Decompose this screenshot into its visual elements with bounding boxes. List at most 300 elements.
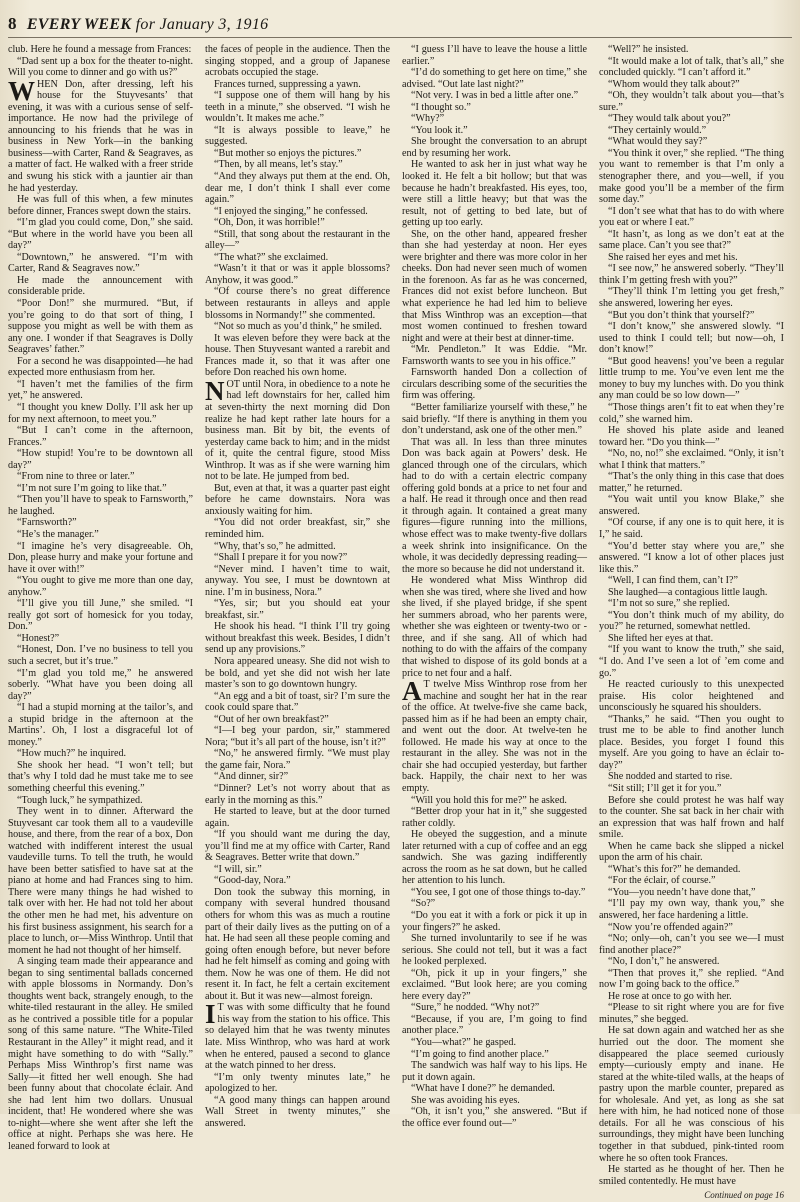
paragraph-text: “I’m going to find another place.” [411,1048,549,1060]
paragraph [599,494,784,517]
paragraph [599,263,784,286]
paragraph [402,113,587,125]
paragraph-text: “I’ll pay my own way, thank you,” she answered, her face hardening a little. [599,898,784,922]
paragraph-text: “I see now,” he answered soberly. “They’ll think I’m getting fresh with you?” [599,263,784,286]
paragraph [205,159,390,171]
column-2 [205,44,390,1129]
issue-date: for January 3, 1916 [135,16,269,33]
drop-cap: N [205,375,225,406]
paragraph [8,252,193,275]
paragraph-text: “I guess I’ll have to leave the house a little earlier.” [402,44,587,67]
paragraph-text: “I thought so.” [411,101,471,113]
paragraph [599,206,784,229]
paragraph-text: “Well, I can find them, can’t I?” [608,575,738,587]
paragraph [599,425,784,448]
paragraph [205,999,390,1072]
paragraph-text: “Thanks,” he said. “Then you ought to trust me to be able to find another lunch place. Besides, you forget I found this myself. Are you going to have an éclair to-day?” [599,713,784,771]
paragraph-text: “Farnsworth?” [17,517,77,529]
paragraph-text: “Better drop your hat in it,” she suggested rather coldly. [402,806,587,829]
paragraph-text: “I will, sir.” [214,863,262,875]
paragraph [205,217,390,229]
paragraph-text: She shook her head. “I won’t tell; but that’s why I told dad he must take me to see something cheerful this evening.” [8,759,193,794]
paragraph [205,621,390,656]
paragraph-text: Frances turned, suppressing a yawn. [214,78,361,90]
paragraph [8,194,193,217]
paragraph [402,102,587,114]
paragraph [8,598,193,633]
paragraph-text: “But mother so enjoys the pictures.” [214,147,362,159]
paragraph-text: She brought the conversation to an abrupt end by resuming her work. [402,136,587,159]
drop-cap: I [205,999,216,1030]
paragraph-text: “And they always put them at the end. Oh, dear me, I don’t think I shall ever come again.” [205,171,390,206]
paragraph-text: “You think it over,” she replied. “The thing you want to remember is that I’m only a stenographer there, and you—well, if you make good you’ll be a member of the firm some day.” [599,147,784,206]
paragraph-text: “Downtown,” he answered. “I’m with Carter, Rand & Seagraves now.” [8,251,193,275]
paragraph [8,806,193,956]
paragraph-text: “Please to sit right where you are for five minutes,” she begged. [599,1002,784,1025]
paragraph [402,910,587,933]
paragraph [599,933,784,956]
paragraph-text: “You’d better stay where you are,” she answered. “I know a lot of other places just like this.” [599,540,784,575]
paragraph-text: “Honest?” [17,632,60,644]
paragraph [205,1072,390,1095]
paragraph [8,75,193,194]
paragraph-text: “You—you needn’t have done that,” [608,886,756,898]
paragraph-text: “Of course there’s no great difference between restaurants in alleys and apple blossoms in Normandy!” she commented. [205,286,390,321]
paragraph-text: “But good heavens! you’ve been a regular little trump to me. You’ve even lent me the money to buy my lunches with. Do you think any man could be so low down—” [599,355,784,402]
paragraph-text: She nodded and started to rise. [608,771,733,783]
paragraph [599,575,784,587]
paragraph [205,564,390,599]
paragraph [8,795,193,807]
paragraph [205,333,390,379]
paragraph-text: “Well?” he insisted. [608,44,689,55]
paragraph-text: He wondered what Miss Winthrop did when she was tired, where she lived and how she lived, if she played bridge, if she spent her summers abroad, who her parents were, whether she was eighteen or twenty-two or -three, and if she sang. All of which had nothing to do with the affairs of the company that wished to dispose of its gold bonds at a price to net four and a half. [402,575,587,679]
paragraph [8,644,193,667]
paragraph-text: “Honest, Don. I’ve no business to tell you such a secret, but it’s true.” [8,644,193,667]
paragraph-text: “Then, by all means, let’s stay.” [214,159,343,171]
paragraph [205,725,390,748]
paragraph [8,748,193,760]
paragraph-text: “I’m not so sure,” she replied. [608,598,730,610]
paragraph-text: “What would they say?” [608,136,708,148]
paragraph [205,483,390,518]
paragraph [8,402,193,425]
paragraph [599,79,784,91]
paragraph-text: “It is always possible to leave,” he suggested. [205,124,390,148]
paragraph [599,783,784,795]
paragraph [599,471,784,494]
paragraph [205,887,390,1002]
paragraph [402,229,587,344]
paragraph [599,310,784,322]
paragraph [599,517,784,540]
paragraph [8,575,193,598]
paragraph-text: “Wasn’t it that or was it apple blossoms? Anyhow, it was good.” [205,263,390,286]
paragraph-text: He reacted curiously to this unexpected praise. His color heightened and unconsciously he squared his shoulders. [599,679,784,714]
paragraph [205,783,390,806]
paragraph [599,321,784,356]
paragraph [599,402,784,425]
paragraph-text: “Sure,” he nodded. “Why not?” [411,1002,540,1014]
paragraph-text: “But you don’t think that yourself?” [608,309,755,321]
paragraph [599,90,784,113]
paragraph-text: “I’m glad you could come, Don,” she said. “But where in the world have you been all day?” [8,217,193,252]
page-number: 8 [8,14,17,33]
paragraph-text: the faces of people in the audience. Then the singing stopped, and a group of Japanese acrobats occupied the stage. [205,44,390,79]
paragraph-text: He shoved his plate aside and leaned toward her. “Do you think—” [599,425,784,448]
paragraph-text: “Yes, sir; but you should eat your breakfast, sir.” [205,598,390,621]
paragraph-text: “Then that proves it,” she replied. “And now I’m going back to the office.” [599,967,784,991]
paragraph-text: “No, no, no!” she exclaimed. “Only, it isn’t what I think that matters.” [599,448,784,471]
paragraph-text: He was full of this when, a few minutes before dinner, Frances swept down the stairs. [8,194,193,217]
paragraph-text: “You did not order breakfast, sir,” she reminded him. [205,517,390,540]
paragraph [402,437,587,576]
paragraph-text: “Good-day, Nora.” [214,875,291,887]
paragraph-text: “Whom would they talk about?” [608,78,740,90]
paragraph-text: “You wait until you know Blake,” she answered. [599,494,784,517]
paragraph [205,229,390,252]
paragraph [8,633,193,645]
paragraph [599,598,784,610]
paragraph-text: “No,” he answered firmly. “We must play the game fair, Nora.” [205,748,390,771]
paragraph [599,136,784,148]
paragraph-text: Farnsworth handed Don a collection of circulars describing some of the securities the firm was offering. [402,367,587,402]
paragraph [599,541,784,576]
paragraph [402,829,587,887]
paragraph-text: “And dinner, sir?” [214,771,289,783]
paragraph-text: “That’s the only thing in this case that does matter,” he returned. [599,471,784,494]
paragraph [599,125,784,137]
paragraph [205,748,390,771]
paragraph [402,402,587,437]
paragraph [8,275,193,298]
paragraph [599,864,784,876]
paragraph [599,679,784,714]
paragraph-text: “You—what?” he gasped. [411,1037,516,1049]
paragraph-text: “I’m only twenty minutes late,” he apologized to her. [205,1071,390,1095]
paragraph-text: The sandwich was half way to his lips. He put it down again. [402,1060,587,1083]
paragraph-text: “I suppose one of them will hang by his teeth in a minute,” she observed. “I wish he wouldn’t. It makes me ache.” [205,90,390,125]
paragraph [8,541,193,576]
paragraph-text: He made the announcement with considerable pride. [8,274,193,298]
paragraph-text: “Because, if you are, I’m going to find another place.” [402,1013,587,1037]
paragraph-text: “For the éclair, of course.” [608,875,716,887]
paragraph [205,771,390,783]
paragraph-text: “They certainly would.” [608,124,707,136]
paragraph [205,252,390,264]
paragraph [205,875,390,887]
paragraph-text: “I thought you knew Dolly. I’ll ask her up for my next afternoon, to meet you.” [8,401,193,425]
paragraph [205,656,390,691]
paragraph-text: “Oh, Don, it was horrible!” [214,217,325,229]
paragraph-text: OT until Nora, in obedience to a note he had left downstairs for her, called him at seven-thirty the next morning did Don realize he had kept rather late hours for a business man. Bit by bit, the events of yesterday came back to him; and in the midst of it, quite the central figure, stood Miss Winthrop. It was as if she were warning him not to be late. He jumped from bed. [205,378,390,483]
paragraph-text: “You look it.” [411,124,468,136]
paragraph [402,795,587,807]
paragraph [8,56,193,79]
paragraph-text: “I don’t know,” she answered slowly. “I used to think I could tell; but now—oh, I don’t know!” [599,321,784,356]
paragraph-text: When he came back she slipped a nickel upon the arm of his chair. [599,840,784,864]
paragraph-text: “I—I beg your pardon, sir,” stammered Nora; “but it’s all part of the house, isn’t it?” [205,725,390,748]
paragraph [8,448,193,471]
paragraph-text: “Do you eat it with a fork or pick it up in your fingers?” he asked. [402,910,587,933]
paragraph-text: He started to leave, but at the door turned again. [205,806,390,829]
paragraph-text: “You don’t think much of my ability, do you?” he returned, somewhat nettled. [599,609,784,633]
paragraph-text: “Why, that’s so,” he admitted. [214,540,336,552]
paragraph [599,898,784,921]
paragraph-text: “Oh, pick it up in your fingers,” she exclaimed. “But look here; are you coming here every day?” [402,967,587,1002]
paragraph [205,1095,390,1130]
paragraph [402,968,587,1003]
paragraph [599,991,784,1003]
paragraph-text: “Still, that song about the restaurant in the alley—” [205,228,390,252]
paragraph [205,148,390,160]
paragraph-text: T was with some difficulty that he found his way from the station to his office. This so delayed him that he was twenty minutes late. Miss Winthrop, who was hard at work when he entered, paused a second to glance at the watch pinned to her dress. [205,1002,390,1072]
paragraph [402,136,587,159]
paragraph-text: “I’m glad you told me,” he answered soberly. “What have you been doing all day?” [8,667,193,702]
paragraph [402,806,587,829]
paragraph-text: “You ought to give me more than one day, anyhow.” [8,575,193,598]
paragraph-text: “Oh, it isn’t you,” she answered. “But if the office ever found out—” [402,1106,587,1129]
paragraph [8,668,193,703]
paragraph-text: “Never mind. I haven’t time to wait, anyway. You see, I must be downtown at nine. I’m in business, Nora.” [205,563,390,598]
text-columns [8,44,792,1201]
paragraph [8,956,193,1152]
paragraph [599,795,784,841]
paragraph-text: “They would talk about you?” [608,113,731,125]
paragraph [8,483,193,495]
paragraph [599,448,784,471]
paragraph-text: “You see, I got one of those things to-day.” [411,886,586,898]
paragraph [205,321,390,333]
paragraph-text: “I imagine he’s very disagreeable. Oh, Don, please hurry and make your fortune and have it over with!” [8,540,193,575]
paragraph [402,1049,587,1061]
paragraph-text: Nora appeared uneasy. She did not wish to be bold, and yet she did not wish her late master’s son to go downtown hungry. [205,655,390,691]
paragraph-text: A singing team made their appearance and began to sing sentimental ballads concerned with apple blossoms in Normandy. Don’s thoughts went back, strangely enough, to the white-tiled restaurant in the alley. He smiled as he contrived a possible title for a popular song of this same nature. “The White-Tiled Restaurant in the Alley” it might read, and it might have something to do with “Sally.” Perhaps Miss Winthrop’s first name was Sally—it fitted her well enough. She had been funny about that chocolate éclair. And she had lent him two dollars. Unusual incident, that! He wondered where she was to-night—where she went after she left the office at night. Perhaps she was here. He leaned forward to look at [8,956,193,1152]
paragraph [205,829,390,864]
paragraph-text: “I’m not sure I’m going to like that.” [17,482,167,494]
paragraph-text: “Sit still; I’ll get it for you.” [608,783,722,794]
paragraph-text: “So?” [411,898,436,910]
paragraph-text: She raised her eyes and met his. [608,251,738,263]
paragraph [8,471,193,483]
paragraph [402,367,587,402]
paragraph-text: “They’ll think I’m letting you get fresh,” she answered, lowering her eyes. [599,286,784,310]
paragraph-text: “Not so much as you’d think,” he smiled. [214,321,382,333]
paragraph-text: “From nine to three or later.” [17,471,135,483]
drop-cap: A [402,676,422,707]
paragraph-text: “Now you’re offended again?” [608,921,733,933]
paragraph-text: “What’s this for?” he demanded. [608,863,741,875]
paragraph [8,760,193,795]
paragraph-text: T twelve Miss Winthrop rose from her machine and sought her hat in the rear of the office. At twelve-five she came back, passed him as if he had been an empty chair, and went out the door. At twelve-ten he followed. He made his way at once to the restaurant in the alley. She was not in the chair she had occupied yesterday, but farther back. Happily, the chair next to her was empty. [402,679,587,794]
paragraph [402,1014,587,1037]
paragraph [599,252,784,264]
paragraph [205,125,390,148]
continued-note: Continued on page 16 [704,1190,784,1201]
paragraph-text: “I’ll give you till June,” she smiled. “I really got sort of homesick for you today, Don.” [8,598,193,633]
paragraph-text: “Why?” [411,113,445,125]
paragraph-text: “No, I don’t,” he answered. [608,956,720,968]
paragraph [205,375,390,483]
paragraph-text: “Not very. I was in bed a little after one.” [411,90,579,102]
paragraph [599,841,784,864]
paragraph [402,1037,587,1049]
paragraph-text: She was avoiding his eyes. [411,1094,520,1106]
paragraph [599,587,784,599]
column-1 [8,44,193,1152]
drop-cap: W [8,75,35,106]
paragraph [402,933,587,968]
paragraph [205,517,390,540]
paragraph-text: “I don’t see what that has to do with where you eat or where I eat.” [599,205,784,229]
paragraph [599,229,784,252]
paragraph-text: She, on the other hand, appeared fresher than she had yesterday at noon. Her eyes were brighter and there was more color in her cheeks. Don had never seen much of women in the forenoon. As far as he was concerned, Frances did not exist before luncheon. But what experience he had led him to believe that Miss Winthrop was an exception—that most women continued to freshen toward night and were at their best at dinner-time. [402,228,587,344]
paragraph-text: “How much?” he inquired. [17,748,127,760]
paragraph-text: “An egg and a bit of toast, sir? I’m sure the cook could spare that.” [205,690,390,714]
paragraph [599,44,784,56]
paragraph [205,598,390,621]
paragraph-text: “If you want to know the truth,” she said, “I do. And I’ve seen a lot of ’em come and go.” [599,644,784,679]
paragraph [599,875,784,887]
paragraph-text: “He’s the manager.” [17,528,99,540]
paragraph [402,44,587,67]
paragraph-text: “Dad sent up a box for the theater to-night. Will you come to dinner and go with us?” [8,55,193,79]
paragraph-text: She laughed—a contagious little laugh. [608,586,768,598]
paragraph-text: “It would make a lot of talk, that’s all,” she concluded quickly. “I can’t afford it.” [599,55,784,79]
paragraph-text: “Better familiarize yourself with these,” he said briefly. “If there is anything in them you don’t understand, ask one of the other men.” [402,401,587,437]
paragraph [599,968,784,991]
paragraph-text: “Of course, if any one is to quit here, it is I,” he said. [599,517,784,540]
paragraph-text: He wanted to ask her in just what way he looked it. He felt a bit hollow; but that was because he hadn’t breakfasted. His eyes, too, were still a little heavy; but that was the result, not of getting to bed late, but of getting up too early. [402,159,587,229]
paragraph-text: club. Here he found a message from Frances: [8,44,192,55]
paragraph [8,494,193,517]
paragraph-text: He obeyed the suggestion, and a minute later returned with a cup of coffee and an egg sandwich. She was gazing indifferently across the room as he sat down, but he called her attention to his lunch. [402,829,587,887]
paragraph [599,644,784,679]
paragraph-text: He rose at once to go with her. [608,990,732,1002]
paragraph [8,517,193,529]
column-3 [402,44,587,1129]
paragraph-text: “It hasn’t, as long as we don’t eat at the same place. Can’t you see that?” [599,228,784,252]
paragraph-text: But, even at that, it was a quarter past eight before he came downstairs. Nora was anxiously waiting for him. [205,482,390,517]
paragraph [402,344,587,367]
paragraph [8,44,193,56]
paragraph-text: “I enjoyed the singing,” he confessed. [214,205,368,217]
masthead-title: EVERY WEEK [26,16,132,33]
paragraph [402,67,587,90]
paragraph-text: “Shall I prepare it for you now?” [214,552,348,564]
paragraph [599,148,784,206]
paragraph [402,1095,587,1107]
paragraph [402,575,587,679]
paragraph [8,702,193,748]
paragraph-text: “Out of her own breakfast?” [214,713,329,725]
paragraph-text: Don took the subway this morning, in company with several hundred thousand others for whom this was as much a routine part of their daily lives as the putting on of a hat. He had seen all these people coming and going often enough before, but never before had he felt himself as coming and going with them. Now he was one of them. He did not resent it. In fact, he felt a certain excitement about it. But it was new—almost foreign. [205,886,390,1002]
paragraph-text: “Will you hold this for me?” he asked. [411,794,567,806]
paragraph [599,1025,784,1164]
paragraph [599,1002,784,1025]
paragraph-text: “Tough luck,” he sympathized. [17,794,143,806]
paragraph [599,887,784,899]
paragraph [599,922,784,934]
paragraph-text: It was eleven before they were back at the house. Then Stuyvesant wanted a rarebit and Frances made it, so that it was after one before Don reached his own home. [205,332,390,379]
paragraph [402,1083,587,1095]
paragraph [205,552,390,564]
paragraph-text: “I haven’t met the families of the firm yet,” he answered. [8,378,193,402]
paragraph-text: “If you should want me during the day, you’ll find me at my office with Carter, Rand & Seagraves. Better write that down.” [205,829,390,864]
paragraph [402,90,587,102]
paragraph-text: “A good many things can happen around Wall Street in twenty minutes,” she answered. [205,1094,390,1129]
paragraph-text: “The what?” she exclaimed. [214,251,329,263]
paragraph-text: For a second he was disappointed—he had expected more enthusiasm from her. [8,355,193,379]
paragraph [205,206,390,218]
paragraph-text: They went in to dinner. Afterward the Stuyvesant car took them all to a vaudeville house, and there, from the rear of a box, Don watched with indifferent interest the usual vaudeville turns. To tell the truth, he would have been better satisfied to have sat at the piano at home and had Frances sing to him. There were many things he had wished to talk over with her. He had not told her about the other men he had met, his adventure on his first business assignment, his search for a place to lunch, or—Miss Winthrop. Until that moment he had not thought of her himself. [8,806,193,956]
paragraph [205,263,390,286]
paragraph [599,286,784,309]
paragraph [402,1002,587,1014]
paragraph [205,90,390,125]
paragraph [599,56,784,79]
paragraph [205,44,390,79]
paragraph-text: “What have I done?” he demanded. [411,1083,555,1095]
paragraph-text: “But I can’t come in the afternoon, Frances.” [8,425,193,448]
paragraph [402,676,587,794]
paragraph [8,298,193,356]
paragraph [205,286,390,321]
paragraph-text: She turned involuntarily to see if he was serious. She could not tell, but it was a fact he looked perplexed. [402,933,587,968]
paragraph [402,887,587,899]
paragraph [402,1060,587,1083]
paragraph [205,541,390,553]
paragraph [205,806,390,829]
paragraph-text: He sat down again and watched her as she hurried out the door. The moment she disappeared the place seemed curiously empty—curiously empty and inane. He stared at the white-tiled walls, at the heaps of pastry upon the marble counter, prepared as for wholesale. And yet, as long as she sat here with him, he had noticed none of those details. For all he was conscious of his surroundings, they might have been lunching together in that subdued, pink-tinted room where he so often took Frances. [599,1025,784,1164]
paragraph-text: That was all. In less than three minutes Don was back again at Powers’ desk. He glanced through one of the circulars, which had to do with a certain electric company offering gold bonds at a price to net four and a half. He read it through once and then read it through again. It contained a great many figures—figure running into the millions, whose effect was to make twenty-five dollars a week shrink into insignificance. On the whole, it was decidedly depressing reading—the more so because he did not understand it. [402,436,587,575]
paragraph [205,714,390,726]
paragraph [599,1164,784,1187]
paragraph [8,379,193,402]
paragraph [599,714,784,772]
column-4 [599,44,784,1201]
paragraph [205,171,390,206]
paragraph [599,356,784,402]
paragraph [8,425,193,448]
paragraph [205,691,390,714]
paragraph-text: “Mr. Pendleton.” It was Eddie. “Mr. Farnsworth wants to see you in his office.” [402,344,587,367]
paragraph [599,633,784,645]
paragraph-text: “I’d do something to get here on time,” she advised. “Out late last night?” [402,67,587,90]
paragraph-text: “Dinner? Let’s not worry about that as early in the morning as this.” [205,783,390,806]
paragraph [402,898,587,910]
paragraph [8,217,193,252]
paragraph-text: “I had a stupid morning at the tailor’s, and a stupid bridge in the afternoon at the Martins’. Oh, I lost a disgraceful lot of money.” [8,702,193,748]
paragraph-text: “Oh, they wouldn’t talk about you—that’s sure.” [599,90,784,113]
paragraph-text: “No; only—oh, can’t you see we—I must find another place?” [599,933,784,956]
page-header [8,6,792,38]
paragraph-text: “Then you’ll have to speak to Farnsworth,” he laughed. [8,494,193,517]
paragraph [402,1106,587,1129]
paragraph-text: He started as he thought of her. Then he smiled contentedly. He must have [599,1164,784,1187]
paragraph [205,864,390,876]
paragraph [599,956,784,968]
paragraph-text: HEN Don, after dressing, left his house for the Stuyvesants’ that evening, it was with a curious sense of self-importance. He now had the privilege of announcing to his friends that he was in business in New York—in the banking business—with Carter, Rand & Seagraves, as a matter of fact. He walked with a freer stride and swung his stick with a jauntier air than he had yesterday. [8,78,193,194]
paragraph-text: He shook his head. “I think I’ll try going without breakfast this week. Besides, I didn’t send up any provisions.” [205,621,390,656]
paragraph [205,79,390,91]
paragraph-text: “Those things aren’t fit to eat when they’re cold,” she warned him. [599,401,784,425]
paragraph-text: She lifted her eyes at that. [608,632,714,644]
paragraph [402,125,587,137]
paragraph [8,529,193,541]
paragraph-text: “How stupid! You’re to be downtown all day?” [8,448,193,471]
paragraph [599,771,784,783]
